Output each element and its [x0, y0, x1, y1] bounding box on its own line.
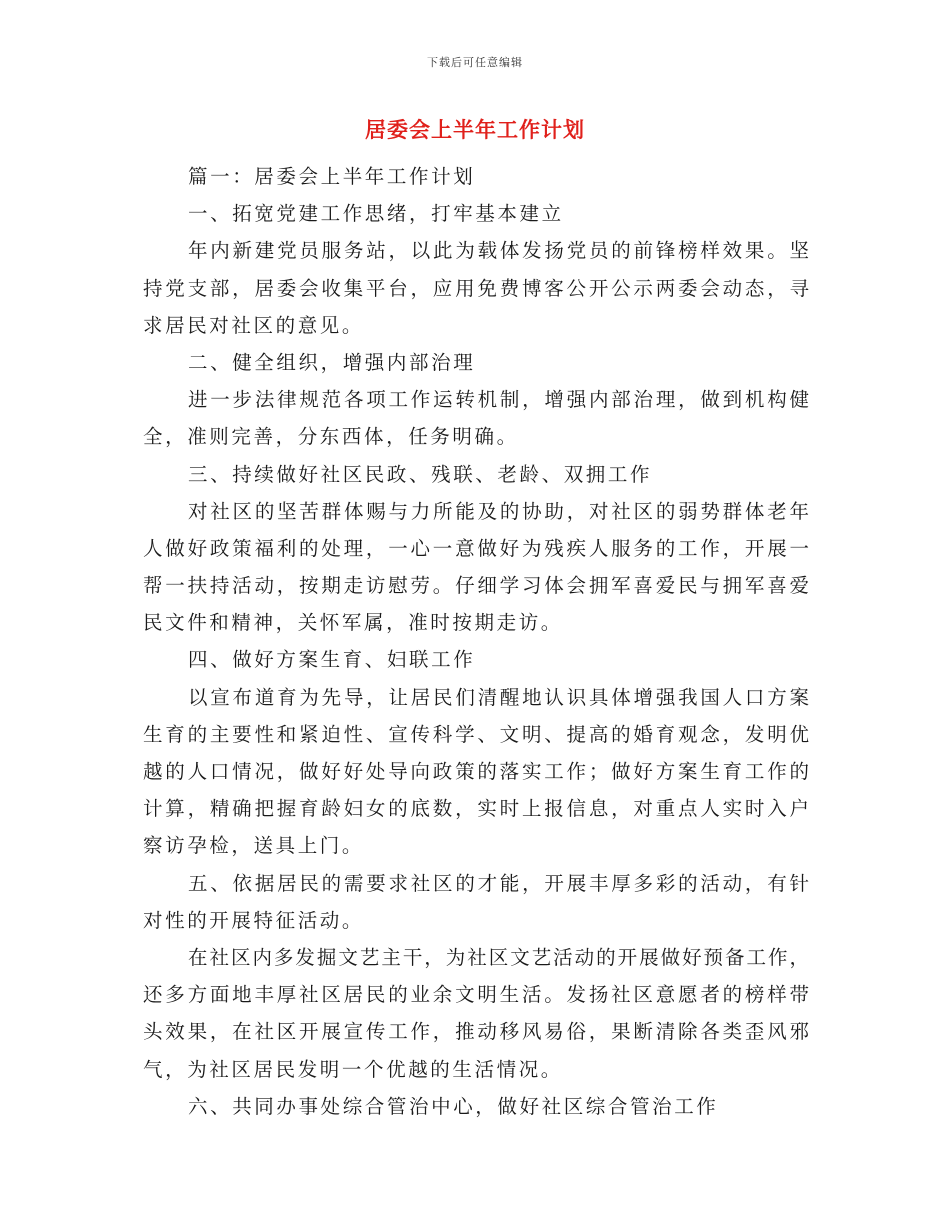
- body-text-line: 二、健全组织，增强内部治理: [188, 350, 476, 374]
- body-text-line: 全，准则完善，分东西体，任务明确。: [143, 425, 519, 449]
- document-body: [143, 158, 809, 1125]
- body-text-line: 气，为社区居民发明一个优越的生活情况。: [143, 1057, 563, 1081]
- body-text-line: 五、依据居民的需要求社区的才能，开展丰厚多彩的活动，有针: [188, 871, 809, 895]
- body-text-line: 民文件和精神，关怀军属，准时按期走访。: [143, 611, 563, 635]
- page-header-note: 下载后可任意编辑: [427, 56, 523, 69]
- body-text-line: 生育的主要性和紧迫性、宣传科学、文明、提高的婚育观念，发明优: [143, 722, 809, 746]
- body-text-line: 四、做好方案生育、妇联工作: [188, 648, 476, 672]
- body-text-line: 还多方面地丰厚社区居民的业余文明生活。发扬社区意愿者的榜样带: [143, 983, 809, 1007]
- body-text-line: 人做好政策福利的处理，一心一意做好为残疾人服务的工作，开展一: [143, 536, 809, 560]
- body-text-line: 三、持续做好社区民政、残联、老龄、双拥工作: [188, 462, 653, 486]
- body-text-line: 以宣布道育为先导，让居民们清醒地认识具体增强我国人口方案: [188, 685, 809, 709]
- body-text-line: 在社区内多发掘文艺主干，为社区文艺活动的开展做好预备工作，: [188, 945, 809, 969]
- body-text-line: 篇一：居委会上半年工作计划: [188, 165, 476, 188]
- body-text-line: 察访孕检，送具上门。: [143, 834, 365, 858]
- body-text-line: 帮一扶持活动，按期走访慰劳。仔细学习体会拥军喜爱民与拥军喜爱: [143, 574, 809, 598]
- body-text-line: 越的人口情况，做好好处导向政策的落实工作；做好方案生育工作的: [143, 760, 809, 783]
- body-text-line: 对社区的坚苦群体赐与力所能及的协助，对社区的弱势群体老年: [188, 499, 809, 523]
- body-text-line: 进一步法律规范各项工作运转机制，增强内部治理，做到机构健: [188, 388, 809, 412]
- document-title: 居委会上半年工作计划: [365, 117, 585, 142]
- body-text-line: 六、共同办事处综合管治中心，做好社区综合管治工作: [188, 1094, 719, 1118]
- body-text-line: 计算，精确把握育龄妇女的底数，实时上报信息，对重点人实时入户: [143, 797, 809, 821]
- body-text-line: 头效果，在社区开展宣传工作，推动移风易俗，果断清除各类歪风邪: [143, 1020, 809, 1044]
- body-text-line: 一、拓宽党建工作思绪，打牢基本建立: [188, 202, 564, 226]
- body-text-line: 对性的开展特征活动。: [143, 908, 365, 932]
- body-text-line: 求居民对社区的意见。: [143, 313, 365, 337]
- body-text-line: 年内新建党员服务站，以此为载体发扬党员的前锋榜样效果。坚: [188, 239, 809, 263]
- body-text-line: 持党支部，居委会收集平台，应用免费博客公开公示两委会动态，寻: [143, 276, 809, 300]
